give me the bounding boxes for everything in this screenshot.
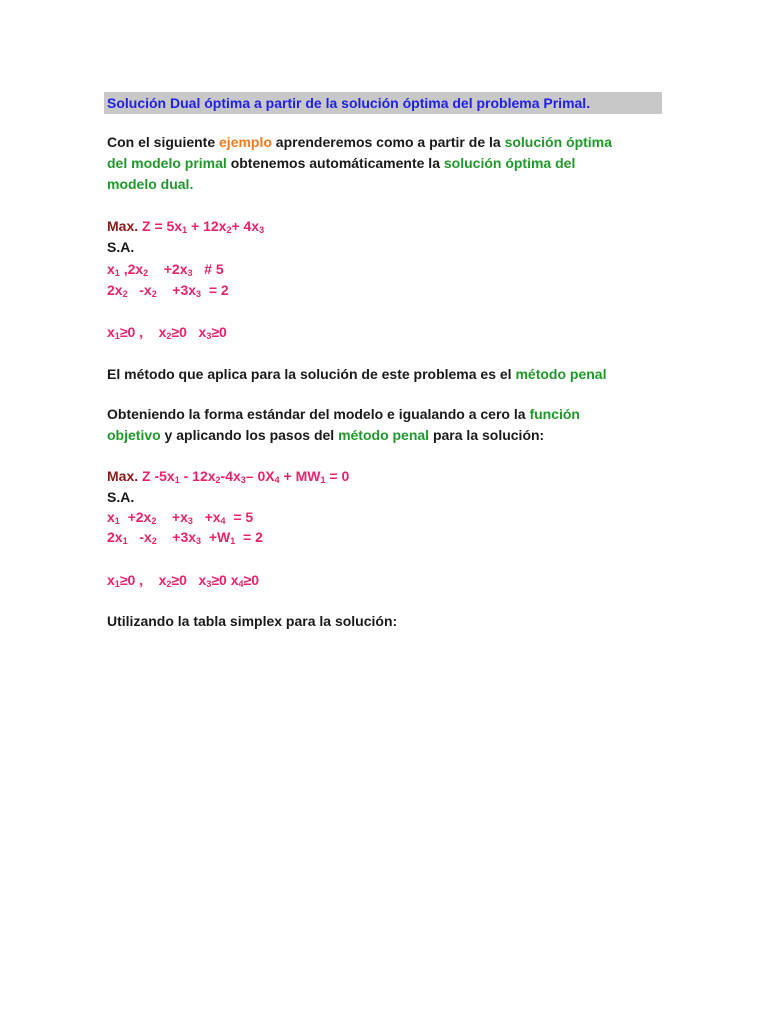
ejemplo-term: ejemplo — [219, 134, 272, 150]
closing-line: Utilizando la tabla simplex para la solución: — [107, 613, 398, 629]
model1-nonnegativity: $x_1\ge 0$ , $x_2\ge 0$ $x_3\ge 0$ — [107, 324, 227, 341]
model2-nonnegativity: $x_1\ge 0$ , $x_2\ge 0$ $x_3\ge 0$ $x_4\ge 0$ — [107, 572, 260, 589]
model1-constraint-2: $2x_2$ $-x_2$ $+3x_3 = 2$ — [107, 282, 229, 299]
highlight-term: del modelo primal — [107, 155, 227, 171]
intro-line-1: Con el siguiente ejemplo aprenderemos como a partir de la solución óptima — [107, 134, 612, 150]
model2-constraint-2: $2x_1$ $-x_2$ $+3x_3 +W_1 = 2$ — [107, 529, 263, 546]
highlight-term: modelo dual. — [107, 176, 194, 192]
model2-sa: S.A. — [107, 489, 135, 505]
model1-objective: Max. $Z = 5x_1 + 12x_2+ 4x_3$ — [107, 218, 265, 235]
intro-line-2: del modelo primal obtenemos automáticamente la solución óptima del — [107, 155, 576, 171]
highlight-term: método penal — [515, 366, 607, 382]
highlight-term: objetivo — [107, 427, 161, 443]
model1-sa: S.A. — [107, 239, 135, 255]
intro-line-3 — [107, 174, 193, 194]
section-title-bar — [104, 92, 662, 114]
model2-constraint-1: $x_1 +2x_2$ $+x_3 +x_4 = 5$ — [107, 509, 254, 526]
highlight-term: solución óptima — [504, 134, 612, 150]
model2-objective: Max. Z $-5x_1 - 12x_2-4x_3-$ $0X_4 + MW_1 = 0$ — [107, 468, 350, 485]
standard-line-2: objetivo y aplicando los pasos del método penal para la solución: — [107, 427, 545, 443]
method-line: El método que aplica para la solución de este problema es el método penal — [107, 366, 607, 382]
highlight-term: función — [529, 406, 580, 422]
standard-line-1: Obteniendo la forma estándar del modelo e igualando a cero la función — [107, 406, 580, 422]
section-title: Solución Dual óptima a partir de la solución óptima del problema Primal. — [107, 95, 591, 111]
highlight-term: método penal — [338, 427, 430, 443]
model1-constraint-1: $x_1$ $,2x_2$ $+2x_3$ # 5 — [107, 261, 224, 278]
highlight-term: solución óptima del — [443, 155, 576, 171]
